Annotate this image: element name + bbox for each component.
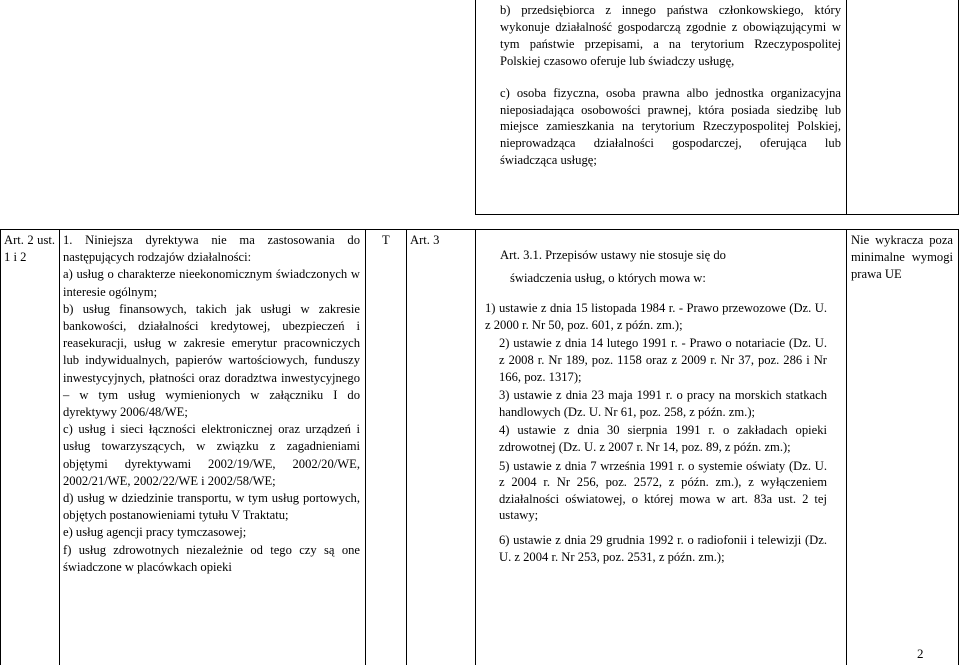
directive-para-b: b) usług finansowych, takich jak usługi w zakresie bankowości, działalności kredytowej, ubezpieczeń i reasekuracji, usług w zakresie emerytur pracowniczych lub indywidualnych, papierów wartościowych, funduszy inwestycyjnych, płatności oraz doradztwa inwestycyjnego – w tym usług wymienionych w załączniku I do dyrektywy 2006/48/WE; <box>63 301 360 420</box>
law-heading-2: świadczenia usług, o których mowa w: <box>510 270 706 285</box>
law-item-6: 6) ustawie z dnia 29 grudnia 1992 r. o radiofonii i telewizji (Dz. U. z 2004 r. Nr 253, poz. 2531, z późn. zm.); <box>499 532 827 564</box>
article-ref-cell <box>4 232 55 266</box>
law-item-4: 4) ustawie z dnia 30 sierpnia 1991 r. o zakładach opieki zdrowotnej (Dz. U. z 2007 r. Nr 14, poz. 89, z późn. zm.); <box>499 423 827 454</box>
type-code-cell <box>382 232 402 249</box>
directive-para-e: e) usług agencji pracy tymczasowej; <box>63 525 247 540</box>
directive-para-c: c) usług i sieci łączności elektronicznej oraz urządzeń i usług towarzyszących, w związku z zagadnieniami objętymi dyrektywami 2002/19/WE, 2002/20/WE, 2002/21/WE, 2002/22/WE i 2002/58/WE; <box>63 422 360 488</box>
type-code: T <box>382 233 390 247</box>
item-b: b) przedsiębiorca z innego państwa członkowskiego, który wykonuje działalność gospodarczą zgodnie z obowiązującymi w tym państwie przepisami, a na terytorium Rzeczypospolitej Polskiej czasowo oferuje lub świadczy usługę, <box>500 3 841 68</box>
top-right-text <box>500 2 841 169</box>
directive-para-d: d) usług w dziedzinie transportu, w tym usług portowych, objętych postanowieniami tytułu V Traktatu; <box>63 491 360 523</box>
remarks-cell <box>851 232 953 283</box>
law-text-cell <box>485 247 827 565</box>
col-border-6 <box>958 229 959 665</box>
remarks: Nie wykracza poza minimalne wymogi prawa UE <box>851 233 953 281</box>
directive-para-1: 1. Niniejsza dyrektywa nie ma zastosowania do następujących rodzajów działalności: <box>63 233 360 265</box>
item-c: c) osoba fizyczna, osoba prawna albo jednostka organizacyjna nieposiadająca osobowości prawnej, która posiada siedzibę lub miejsce zamieszkania na terytorium Rzeczypospolitej Polskiej, nieprowadząca działalności gospodarczej, oferująca lub świadcząca usługę; <box>500 85 841 168</box>
directive-para-f: f) usług zdrowotnych niezależnie od tego czy są one świadczone w placówkach opieki <box>63 542 360 574</box>
top-cell-right-border <box>958 0 959 215</box>
law-article: Art. 3 <box>410 233 440 247</box>
col-border-0 <box>0 229 1 665</box>
col-border-2 <box>365 229 366 665</box>
col-border-1 <box>59 229 60 665</box>
col-border-4 <box>475 229 476 665</box>
directive-text-cell <box>63 232 360 576</box>
law-heading-1: Art. 3.1. Przepisów ustawy nie stosuje się do <box>500 248 726 262</box>
row-top-border <box>0 229 959 230</box>
top-cell-bottom-border <box>475 214 959 215</box>
article-ref: Art. 2 ust. 1 i 2 <box>4 233 55 264</box>
col-border-3 <box>406 229 407 665</box>
top-cell-left-border <box>475 0 476 215</box>
law-item-1: 1) ustawie z dnia 15 listopada 1984 r. - Prawo przewozowe (Dz. U. z 2000 r. Nr 50, poz. 601, z późn. zm.); <box>485 301 827 332</box>
top-cell-divider <box>846 0 847 215</box>
directive-para-a: a) usług o charakterze nieekonomicznym świadczonych w interesie ogólnym; <box>63 267 360 299</box>
law-article-cell <box>410 232 472 249</box>
law-item-2: 2) ustawie z dnia 14 lutego 1991 r. - Prawo o notariacie (Dz. U. z 2008 r. Nr 189, poz. 1158 oraz z 2009 r. Nr 37, poz. 286 i Nr 166, poz. 1317); <box>499 336 827 384</box>
law-item-5: 5) ustawie z dnia 7 września 1991 r. o systemie oświaty (Dz. U. z 2004 r. Nr 256, poz. 2572, z późn. zm.), z wyłączeniem działalności oświatowej, o której mowa w art. 83a ust. 2 tej ustawy; <box>499 458 827 523</box>
law-item-3: 3) ustawie z dnia 23 maja 1991 r. o pracy na morskich statkach handlowych (Dz. U. Nr 61, poz. 258, z późn. zm.); <box>499 388 827 419</box>
page-number: 2 <box>917 646 924 661</box>
col-border-5 <box>846 229 847 665</box>
